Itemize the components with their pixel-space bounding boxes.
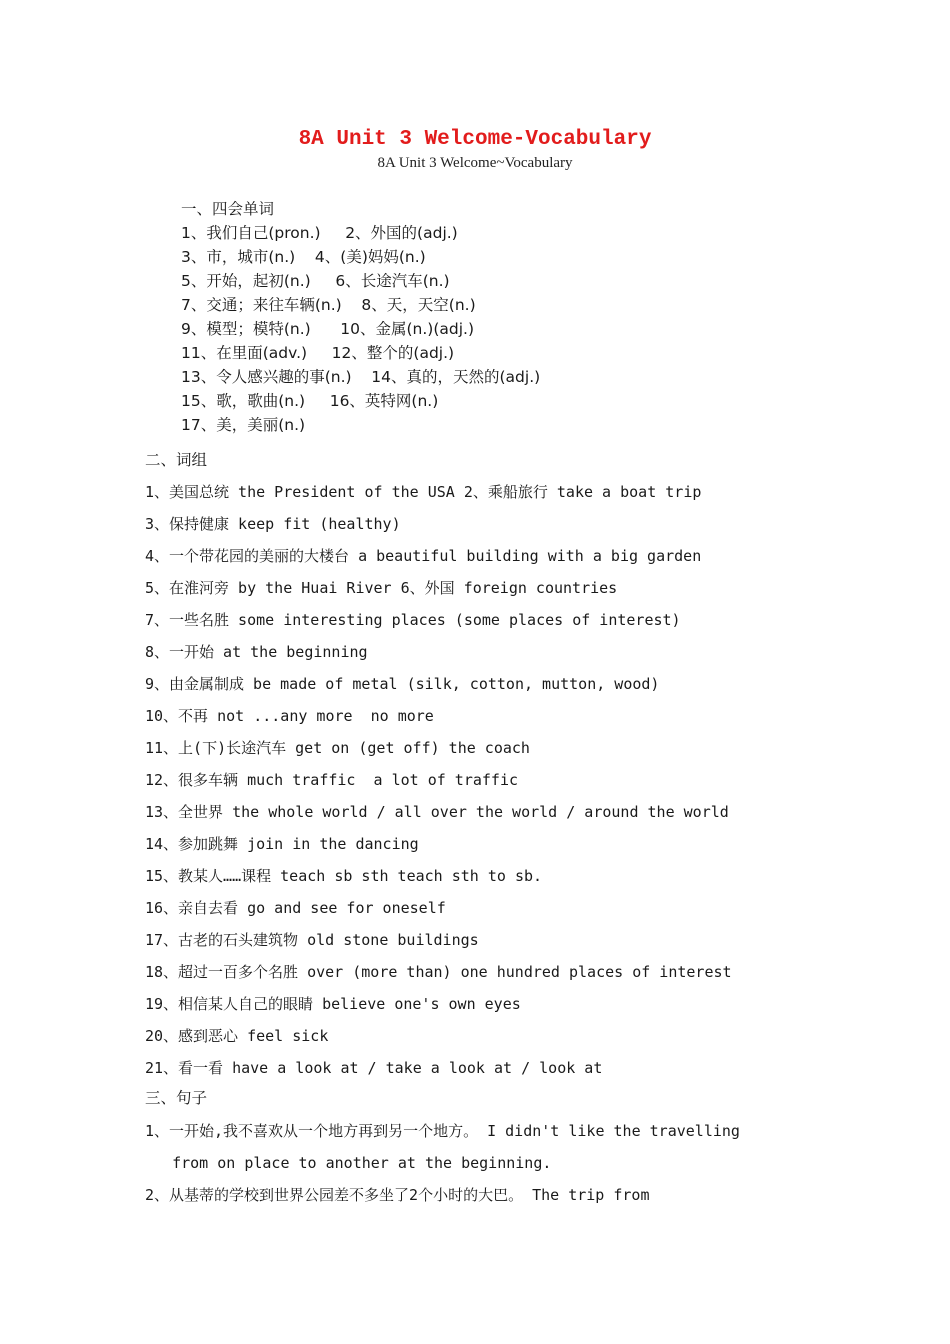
phrase-line: 16、亲自去看 go and see for oneself <box>145 899 446 917</box>
page-title: 8A Unit 3 Welcome-Vocabulary <box>298 128 652 151</box>
sentence-line: from on place to another at the beginning. <box>145 1154 552 1172</box>
phrase-line: 17、古老的石头建筑物 old stone buildings <box>145 931 479 949</box>
section-heading-vocabulary: 一、四会单词 <box>181 200 275 218</box>
vocab-line: 13、令人感兴趣的事(n.) 14、真的，天然的(adj.) <box>181 368 541 386</box>
phrase-line: 14、参加跳舞 join in the dancing <box>145 835 419 853</box>
phrase-line: 18、超过一百多个名胜 over (more than) one hundred places of interest <box>145 963 732 981</box>
phrase-line: 3、保持健康 keep fit (healthy) <box>145 515 401 533</box>
phrase-line: 11、上(下)长途汽车 get on (get off) the coach <box>145 739 530 757</box>
vocab-line: 1、我们自己(pron.) 2、外国的(adj.) <box>181 224 458 242</box>
vocab-line: 3、市，城市(n.) 4、(美)妈妈(n.) <box>181 248 426 266</box>
vocab-line: 7、交通；来往车辆(n.) 8、天，天空(n.) <box>181 296 476 314</box>
phrase-line: 13、全世界 the whole world / all over the world / around the world <box>145 803 729 821</box>
phrase-line: 10、不再 not ...any more no more <box>145 707 434 725</box>
phrase-line: 20、感到恶心 feel sick <box>145 1027 329 1045</box>
phrase-line: 4、一个带花园的美丽的大楼台 a beautiful building with a big garden <box>145 547 702 565</box>
vocab-line: 5、开始，起初(n.) 6、长途汽车(n.) <box>181 272 450 290</box>
vocab-line: 15、歌，歌曲(n.) 16、英特网(n.) <box>181 392 439 410</box>
section-heading-phrases: 二、词组 <box>145 451 208 469</box>
phrase-line: 12、很多车辆 much traffic a lot of traffic <box>145 771 519 789</box>
vocab-line: 17、美，美丽(n.) <box>181 416 306 434</box>
section-heading-sentences: 三、句子 <box>145 1089 208 1107</box>
phrase-line: 9、由金属制成 be made of metal (silk, cotton, mutton, wood) <box>145 675 660 693</box>
phrase-line: 15、教某人……课程 teach sb sth teach sth to sb. <box>145 867 543 885</box>
phrase-line: 21、看一看 have a look at / take a look at / look at <box>145 1059 603 1077</box>
phrase-line: 5、在淮河旁 by the Huai River 6、外国 foreign countries <box>145 579 618 597</box>
phrase-line: 19、相信某人自己的眼睛 believe one's own eyes <box>145 995 521 1013</box>
phrase-line: 8、一开始 at the beginning <box>145 643 368 661</box>
sentence-line: 2、从基蒂的学校到世界公园差不多坐了2个小时的大巴。 The trip from <box>145 1186 650 1204</box>
sentence-line: 1、一开始,我不喜欢从一个地方再到另一个地方。 I didn't like the travelling <box>145 1122 740 1140</box>
vocab-line: 11、在里面(adv.) 12、整个的(adj.) <box>181 344 455 362</box>
page-subtitle: 8A Unit 3 Welcome~Vocabulary <box>377 155 573 171</box>
phrase-line: 1、美国总统 the President of the USA 2、乘船旅行 take a boat trip <box>145 483 702 501</box>
vocab-line: 9、模型；模特(n.) 10、金属(n.)(adj.) <box>181 320 475 338</box>
phrase-line: 7、一些名胜 some interesting places (some places of interest) <box>145 611 681 629</box>
